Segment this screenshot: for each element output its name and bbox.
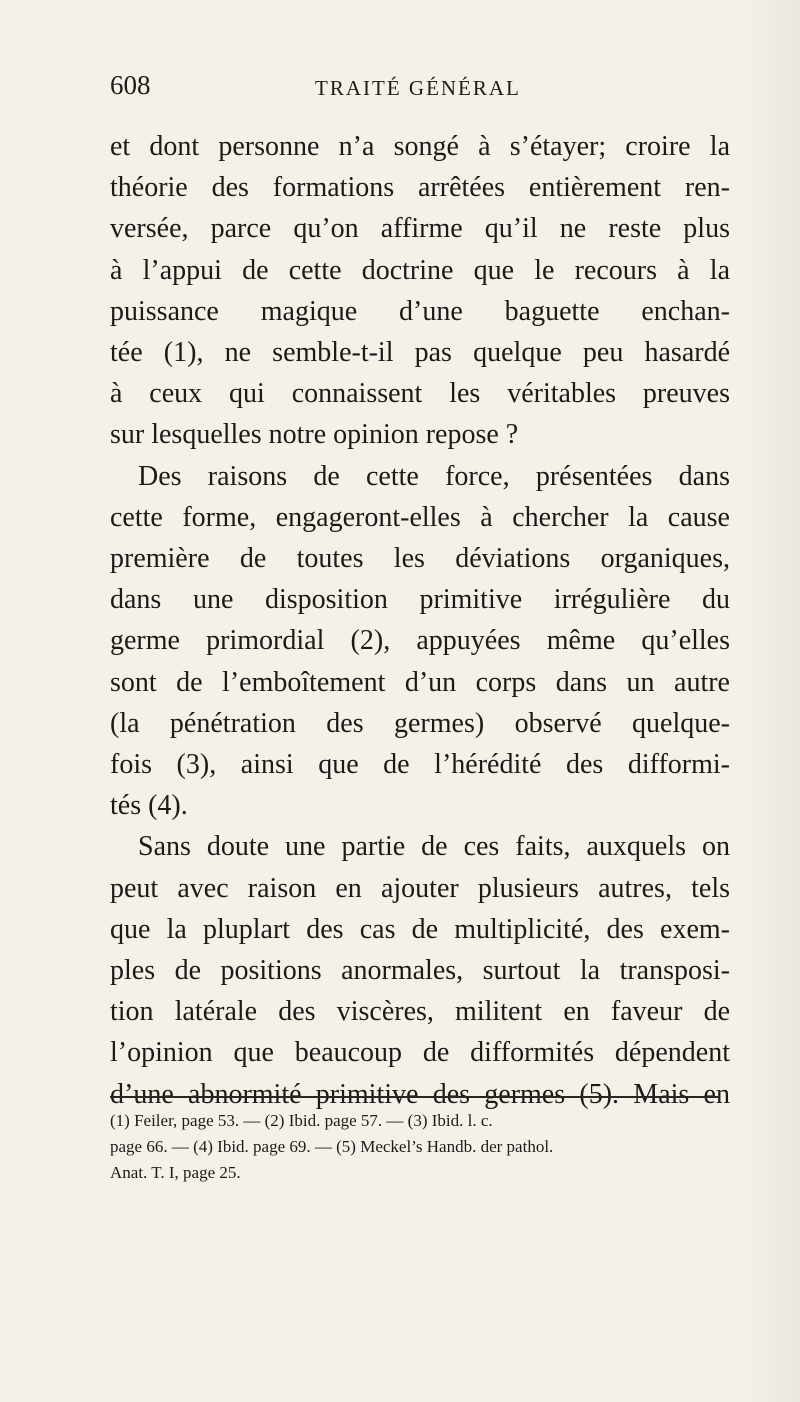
- text-line: que la pluplart des cas de multiplicité, des exem-: [110, 913, 730, 945]
- text-line: germe primordial (2), appuyées même qu’elles: [110, 625, 730, 657]
- text-line: à ceux qui connaissent les véritables preuves: [110, 378, 730, 410]
- body-text: [110, 126, 730, 1115]
- text-line: (la pénétration des germes) observé quelque-: [110, 707, 730, 739]
- text-line: et dont personne n’a songé à s’étayer; croire la: [110, 131, 730, 162]
- text-line: sont de l’emboîtement d’un corps dans un autre: [110, 666, 730, 698]
- text-line: Sans doute une partie de ces faits, auxquels on: [138, 831, 730, 863]
- page-header: [110, 70, 710, 110]
- text-line: première de toutes les déviations organiques,: [110, 543, 730, 575]
- text-line: théorie des formations arrêtées entièrement ren-: [110, 172, 730, 204]
- text-line: versée, parce qu’on affirme qu’il ne reste plus: [110, 213, 730, 245]
- text-line: d’une abnormité primitive des germes (5). Mais en: [110, 1078, 730, 1110]
- text-line: fois (3), ainsi que de l’hérédité des difformi-: [110, 749, 730, 781]
- text-line: cette forme, engageront-elles à chercher la cause: [110, 501, 730, 533]
- text-line: puissance magique d’une baguette enchan-: [110, 295, 730, 327]
- text-line: Des raisons de cette force, présentées dans: [138, 460, 730, 492]
- footnotes: [110, 1108, 720, 1186]
- text-line: tés (4).: [110, 790, 188, 822]
- text-line: à l’appui de cette doctrine que le recours à la: [110, 254, 730, 286]
- page-edge-shading: [740, 0, 800, 1402]
- footnote-line: Anat. T. I, page 25.: [110, 1163, 241, 1182]
- text-line: tée (1), ne semble-t-il pas quelque peu hasardé: [110, 337, 730, 369]
- text-line: l’opinion que beaucoup de difformités dépendent: [110, 1037, 730, 1069]
- running-title: TRAITÉ GÉNÉRAL: [315, 76, 521, 100]
- text-line: tion latérale des viscères, militent en faveur de: [110, 996, 730, 1028]
- text-line: peut avec raison en ajouter plusieurs autres, tels: [110, 872, 730, 904]
- footnote-divider: [110, 1096, 720, 1098]
- page-number: 608: [110, 70, 151, 100]
- text-line: dans une disposition primitive irrégulière du: [110, 584, 730, 616]
- text-line: ples de positions anormales, surtout la transposi-: [110, 955, 730, 987]
- text-line: sur lesquelles notre opinion repose ?: [110, 419, 519, 451]
- footnote-line: page 66. — (4) Ibid. page 69. — (5) Meckel’s Handb. der pathol.: [110, 1137, 554, 1156]
- footnote-line: (1) Feiler, page 53. — (2) Ibid. page 57. — (3) Ibid. l. c.: [110, 1111, 493, 1130]
